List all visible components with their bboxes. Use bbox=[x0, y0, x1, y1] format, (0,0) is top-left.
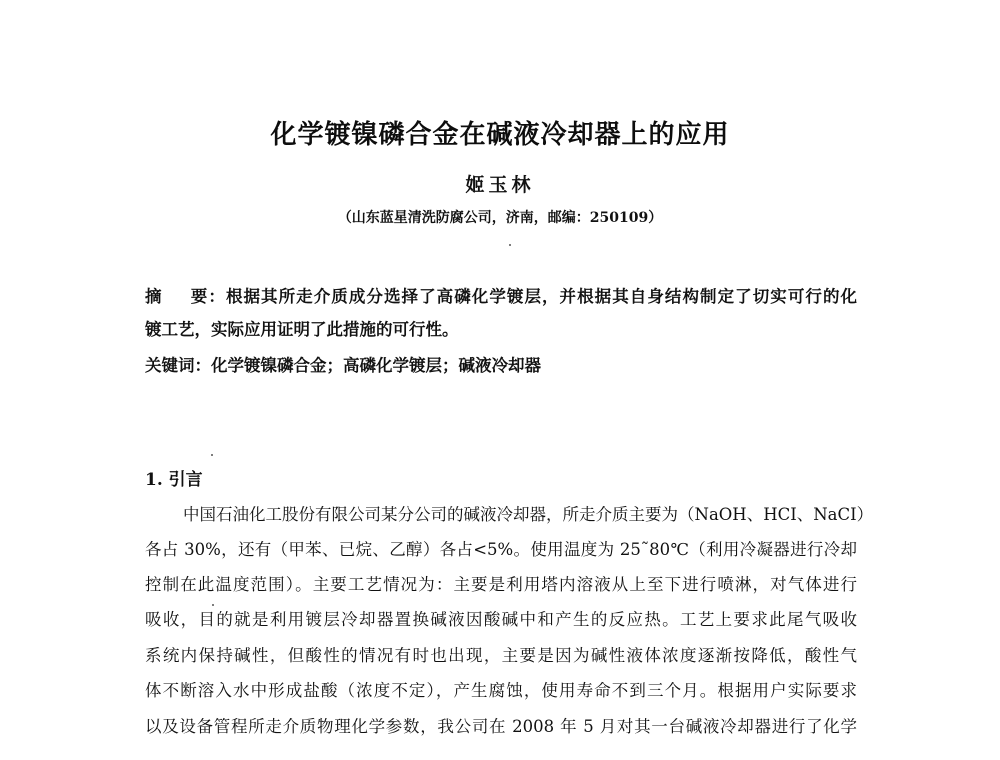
body-line: 吸收，目的就是利用镀层冷却器置换碱液因酸碱中和产生的反应热。工艺上要求此尾气吸收 bbox=[145, 610, 857, 629]
abstract-line-2: 镀工艺，实际应用证明了此措施的可行性。 bbox=[145, 320, 459, 339]
abstract-text: 根据其所走介质成分选择了高磷化学镀层，并根据其自身结构制定了切实可行的化 bbox=[225, 287, 857, 306]
author-affiliation: （山东蓝星清洗防腐公司，济南，邮编：250109） bbox=[337, 210, 663, 226]
scan-speck bbox=[211, 454, 213, 456]
body-line: 体不断溶入水中形成盐酸（浓度不定），产生腐蚀，使用寿命不到三个月。根据用户实际要求 bbox=[145, 681, 857, 700]
body-line: 中国石油化工股份有限公司某分公司的碱液冷却器，所走介质主要为（NaOH、HCI、NaCI） bbox=[183, 505, 874, 524]
abstract-label: 摘 要： bbox=[145, 287, 226, 306]
body-line: 各占 30%，还有（甲苯、已烷、乙醇）各占<5%。使用温度为 25˜80℃（利用冷凝器进行冷却 bbox=[145, 540, 857, 559]
abstract-line-1 bbox=[145, 286, 857, 308]
section-heading: 1. 引言 bbox=[145, 470, 203, 490]
body-line: 系统内保持碱性，但酸性的情况有时也出现，主要是因为碱性液体浓度逐渐按降低，酸性气 bbox=[145, 646, 857, 665]
keywords-label: 关键词： bbox=[145, 356, 211, 375]
paper-title: 化学镀镍磷合金在碱液冷却器上的应用 bbox=[270, 120, 730, 150]
body-line: 以及设备管程所走介质物理化学参数，我公司在 2008 年 5 月对其一台碱液冷却器进行了化学 bbox=[145, 717, 857, 736]
keywords-text: 化学镀镍磷合金；高磷化学镀层；碱液冷却器 bbox=[211, 356, 541, 375]
scan-speck bbox=[509, 244, 511, 246]
body-line: 控制在此温度范围）。主要工艺情况为：主要是利用塔内溶液从上至下进行喷淋，对气体进行 bbox=[145, 575, 857, 594]
author-name: 姬玉林 bbox=[465, 174, 535, 196]
keywords-line bbox=[145, 355, 857, 377]
scan-speck bbox=[212, 604, 214, 606]
